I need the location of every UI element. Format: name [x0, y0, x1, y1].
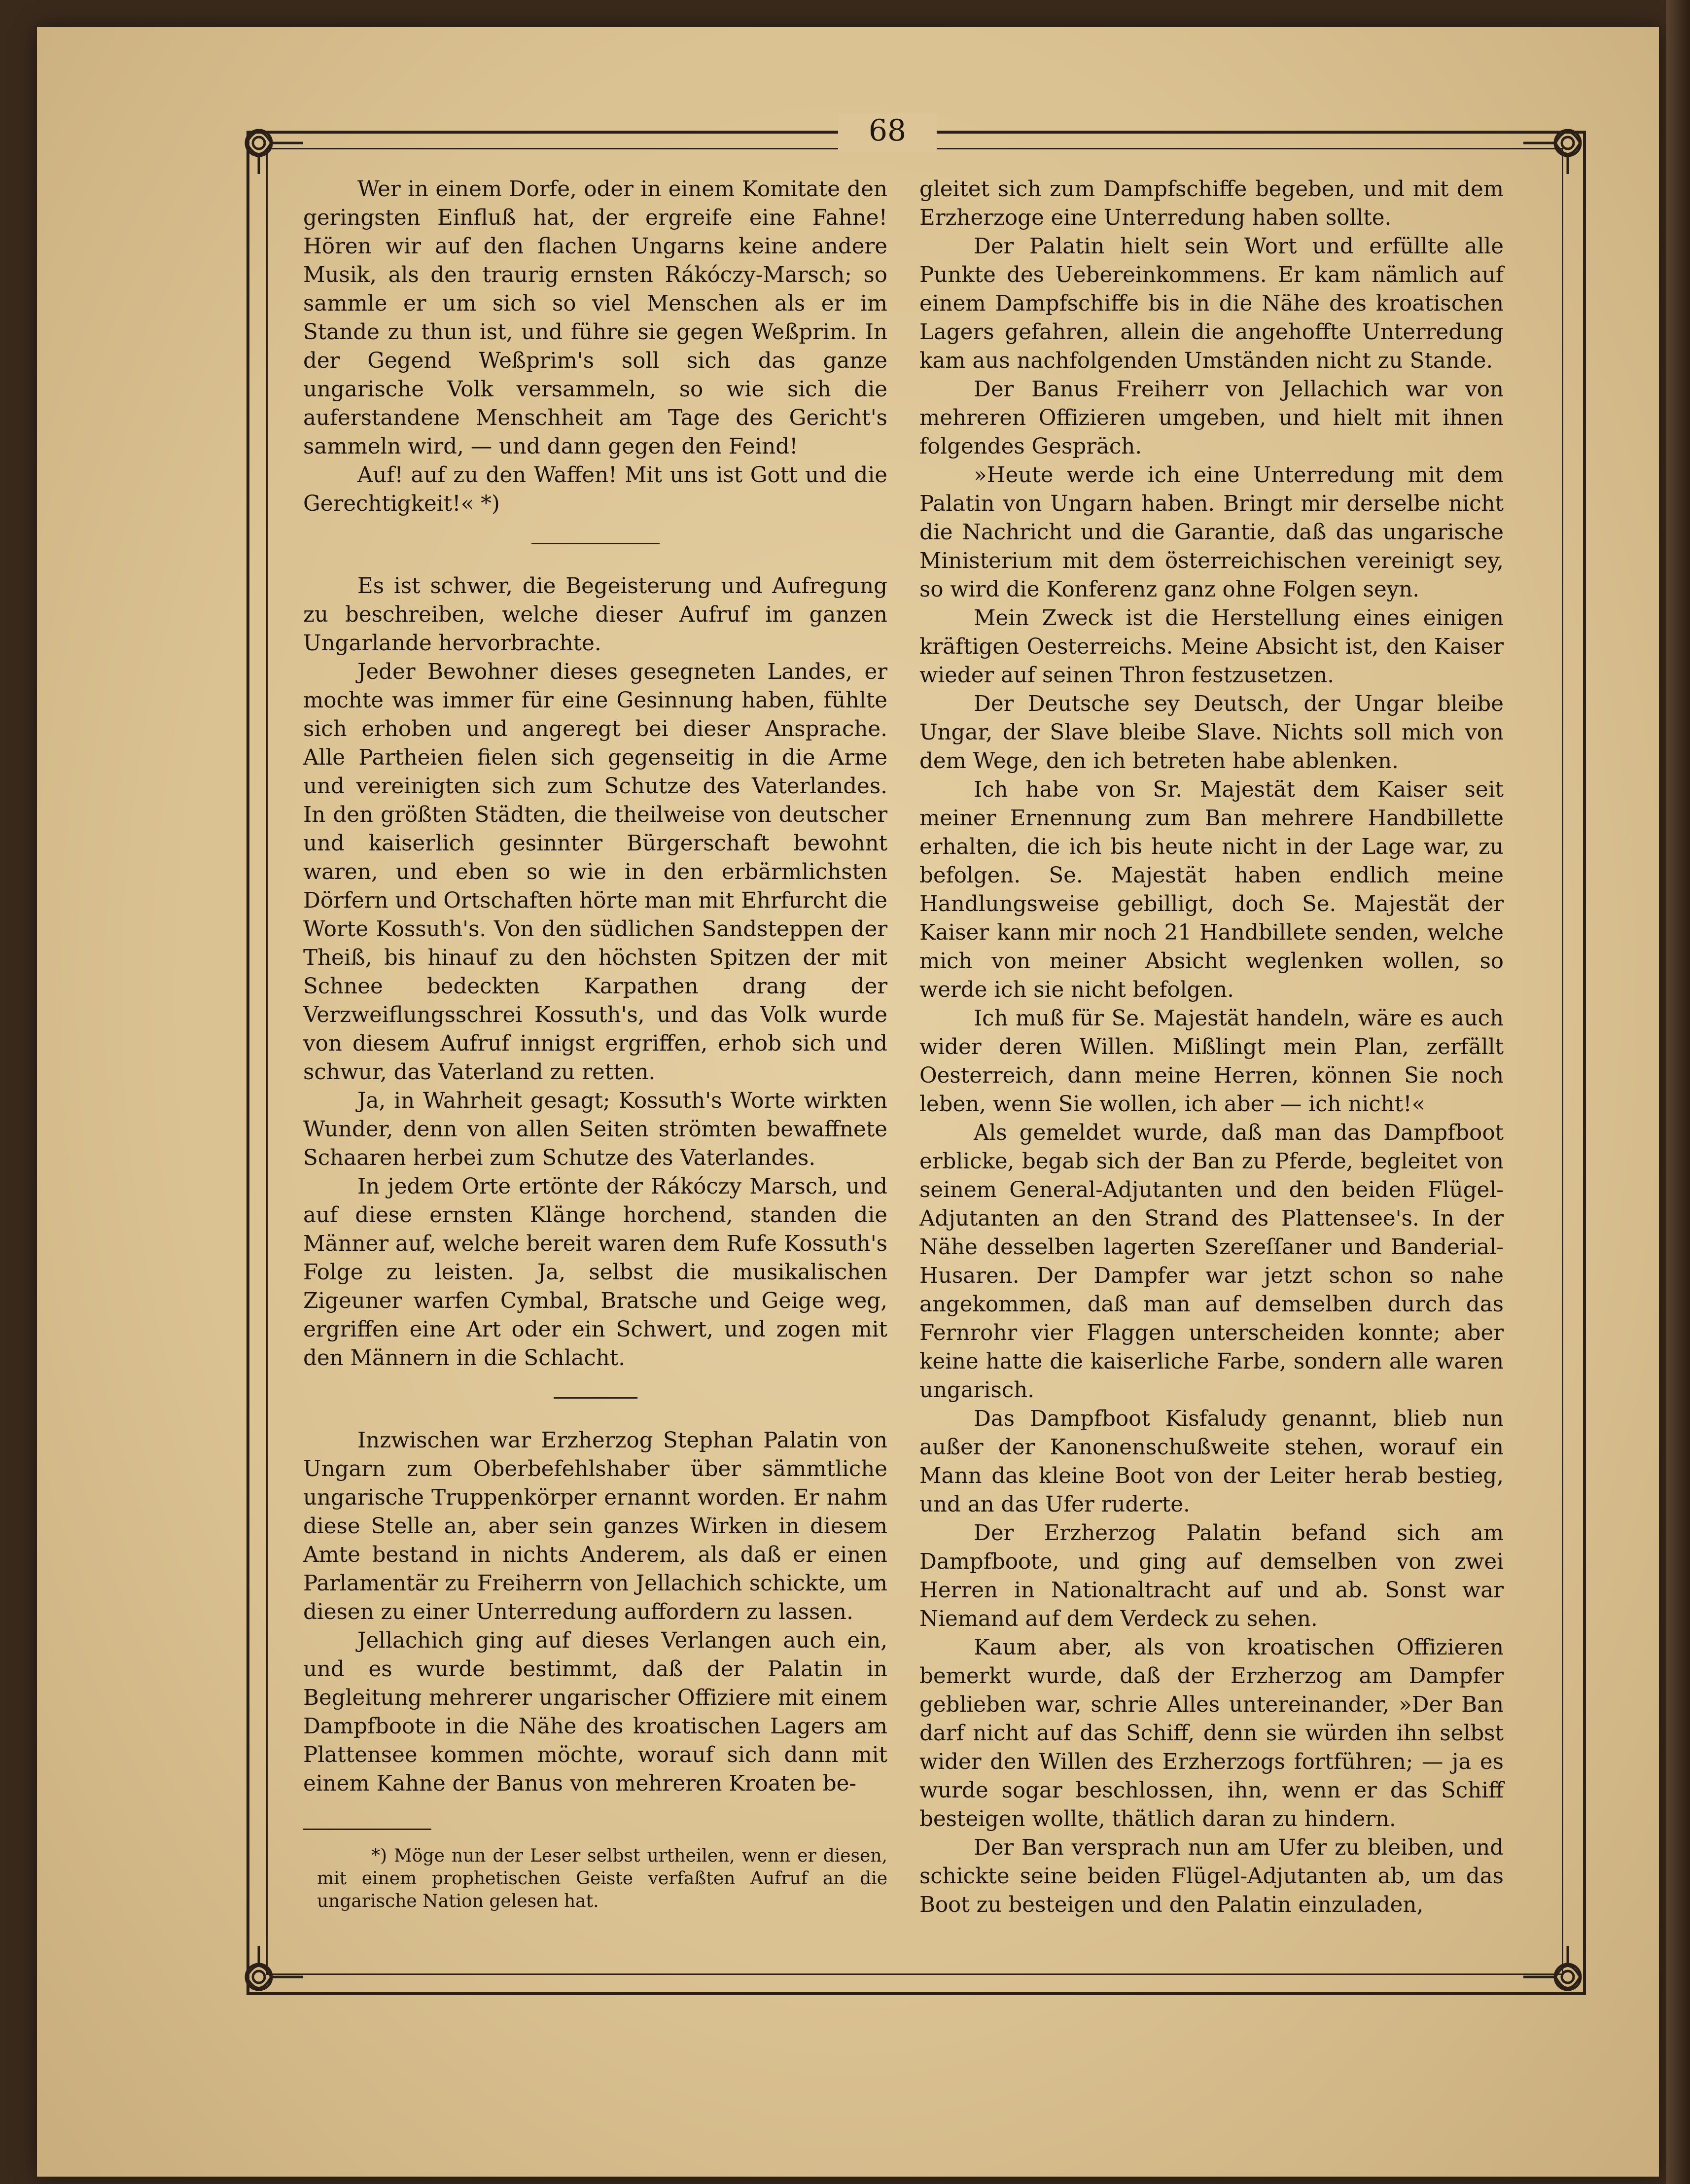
right-text-block	[919, 175, 1504, 1919]
right-column	[919, 175, 1504, 1919]
left-text-block-2	[303, 572, 887, 1373]
corner-ornament-icon	[237, 121, 306, 175]
corner-ornament-icon	[1521, 1945, 1590, 1999]
paragraph: Es ist schwer, die Begeisterung und Aufregung zu beschreiben, welche dieser Aufruf im ganzen Ungarlande hervorbrachte.	[303, 574, 887, 656]
paragraph: Kaum aber, als von kroatischen Offizieren bemerkt wurde, daß der Erzherzog am Dampfer geblieben war, schrie Alles untereinander, »Der Ban darf nicht auf das Schiff, denn sie würden ihn selbst wider den Willen des Erzherzogs fortführen; — ja es wurde sogar beschlossen, ihn, wenn er das Schiff besteigen wollte, thätlich daran zu hindern.	[919, 1635, 1504, 1832]
corner-ornament-icon	[237, 1945, 306, 1999]
paragraph: Wer in einem Dorfe, oder in einem Komitate den geringsten Einfluß hat, der ergreife eine Fahne! Hören wir auf den flachen Ungarns keine andere Musik, als den traurig ernsten Rákóczy-Marsch; so sammle er um sich so viel Menschen als er im Stande zu thun ist, und führe sie gegen Weßprim. In der Gegend Weßprim's soll sich das ganze ungarische Volk versammeln, so wie sich die auferstandene Menschheit am Tage des Gericht's sammeln wird, — und dann gegen den Feind!	[303, 177, 887, 459]
paragraph: Der Erzherzog Palatin befand sich am Dampfboote, und ging auf demselben von zwei Herren in Nationaltracht auf und ab. Sonst war Niemand auf dem Verdeck zu sehen.	[919, 1521, 1504, 1631]
paragraph: Auf! auf zu den Waffen! Mit uns ist Gott und die Gerechtigkeit!« *)	[303, 463, 887, 516]
paragraph: Jeder Bewohner dieses gesegneten Landes, er mochte was immer für eine Gesinnung haben, fühlte sich erhoben und angeregt bei dieser Ansprache. Alle Partheien fielen sich gegenseitig in die Arme und vereinigten sich zum Schutze des Vaterlandes. In den größten Städten, die theilweise von deutscher und kaiserlich gesinnter Bürgerschaft bewohnt waren, und eben so wie in den erbärmlichsten Dörfern und Ortschaften hörte man mit Ehrfurcht die Worte Kossuth's. Von den südlichen Sandsteppen der Theiß, bis hinauf zu den höchsten Spitzen der mit Schnee bedeckten Karpathen drang der Verzweiflungsschrei Kossuth's, und das Volk wurde von diesem Aufruf innigst ergriffen, erhob sich und schwur, das Vaterland zu retten.	[303, 660, 887, 1085]
book-spine	[1666, 0, 1690, 2184]
left-text-block-3	[303, 1426, 887, 1798]
paragraph: Der Banus Freiherr von Jellachich war von mehreren Offizieren umgeben, und hielt mit ihnen folgendes Gespräch.	[919, 377, 1504, 459]
paragraph: Ja, in Wahrheit gesagt; Kossuth's Worte wirkten Wunder, denn von allen Seiten strömten bewaffnete Schaaren herbei zum Schutze des Vaterlandes.	[303, 1089, 887, 1170]
paragraph: Der Palatin hielt sein Wort und erfüllte alle Punkte des Uebereinkommens. Er kam nämlich auf einem Dampfschiffe bis in die Nähe des kroatischen Lagers gefahren, allein die angehoffte Unterredung kam aus nachfolgenden Umständen nicht zu Stande.	[919, 234, 1504, 373]
section-divider	[531, 543, 660, 544]
left-column	[303, 175, 887, 1913]
paragraph: Ich muß für Se. Majestät handeln, wäre es auch wider deren Willen. Mißlingt mein Plan, zerfällt Oesterreich, dann meine Herren, können Sie noch leben, wenn Sie wollen, ich aber — ich nicht!«	[919, 1006, 1504, 1117]
paragraph: Als gemeldet wurde, daß man das Dampfboot erblicke, begab sich der Ban zu Pferde, begleitet von seinem General-Adjutanten und den beiden Flügel-Adjutanten an den Strand des Plattensee's. In der Nähe desselben lagerten Szereſſaner und Banderial-Husaren. Der Dampfer war jetzt schon so nahe angekommen, daß man auf demselben durch das Fernrohr vier Flaggen unterscheiden konnte; aber keine hatte die kaiserliche Farbe, sondern alle waren ungarisch.	[919, 1121, 1504, 1403]
section-divider	[554, 1397, 637, 1399]
paragraph: Mein Zweck ist die Herstellung eines einigen kräftigen Oesterreichs. Meine Absicht ist, den Kaiser wieder auf seinen Thron festzusetzen.	[919, 606, 1504, 688]
footnote: *) Möge nun der Leser selbst urtheilen, wenn er diesen, mit einem prophetischen Geiste verfaßten Aufruf an die ungarische Nation gelesen hat.	[317, 1846, 887, 1911]
paragraph: Inzwischen war Erzherzog Stephan Palatin von Ungarn zum Oberbefehlshaber über sämmtliche ungarische Truppenkörper ernannt worden. Er nahm diese Stelle an, aber sein ganzes Wirken in diesem Amte bestand in nichts Anderem, als daß er einen Parlamentär zu Freiherrn von Jellachich schickte, um diesen zu einer Unterredung auffordern zu lassen.	[303, 1428, 887, 1624]
paragraph: Jellachich ging auf dieses Verlangen auch ein, und es wurde bestimmt, daß der Palatin in Begleitung mehrerer ungarischer Offiziere mit einem Dampfboote in die Nähe des kroatischen Lagers am Plattensee kommen möchte, worauf sich dann mit einem Kahne der Banus von mehreren Kroaten be-	[303, 1628, 887, 1796]
page-number: 68	[838, 113, 937, 153]
paragraph: Ich habe von Sr. Majestät dem Kaiser seit meiner Ernennung zum Ban mehrere Handbillette erhalten, die ich bis heute nicht in der Lage war, zu befolgen. Se. Majestät haben endlich meine Handlungsweise gebilligt, doch Se. Majestät der Kaiser kann mir noch 21 Handbillete senden, welche mich von meiner Absicht weglenken wollen, so werde ich sie nicht befolgen.	[919, 777, 1504, 1002]
corner-ornament-icon	[1521, 121, 1590, 175]
footnote-rule	[303, 1829, 431, 1830]
paragraph: gleitet sich zum Dampfschiffe begeben, und mit dem Erzherzoge eine Unterredung haben sollte.	[919, 177, 1504, 230]
paragraph: »Heute werde ich eine Unterredung mit dem Palatin von Ungarn haben. Bringt mir derselbe nicht die Nachricht und die Garantie, daß das ungarische Ministerium mit dem österreichischen vereinigt sey, so wird die Konferenz ganz ohne Folgen seyn.	[919, 463, 1504, 602]
paragraph: In jedem Orte ertönte der Rákóczy Marsch, und auf diese ernsten Klänge horchend, standen die Männer auf, welche bereit waren dem Rufe Kossuth's Folge zu leisten. Ja, selbst die musikalischen Zigeuner warfen Cymbal, Bratsche und Geige weg, ergriffen eine Art oder ein Schwert, und zogen mit den Männern in die Schlacht.	[303, 1174, 887, 1371]
paragraph: Der Ban versprach nun am Ufer zu bleiben, und schickte seine beiden Flügel-Adjutanten ab, um das Boot zu besteigen und den Palatin einzuladen,	[919, 1835, 1504, 1917]
left-text-block-1	[303, 175, 887, 518]
paragraph: Der Deutsche sey Deutsch, der Ungar bleibe Ungar, der Slave bleibe Slave. Nichts soll mich von dem Wege, den ich betreten habe ablenken.	[919, 692, 1504, 774]
paragraph: Das Dampfboot Kisfaludy genannt, blieb nun außer der Kanonenschußweite stehen, worauf ein Mann das kleine Boot von der Leiter herab bestieg, und an das Ufer ruderte.	[919, 1407, 1504, 1517]
